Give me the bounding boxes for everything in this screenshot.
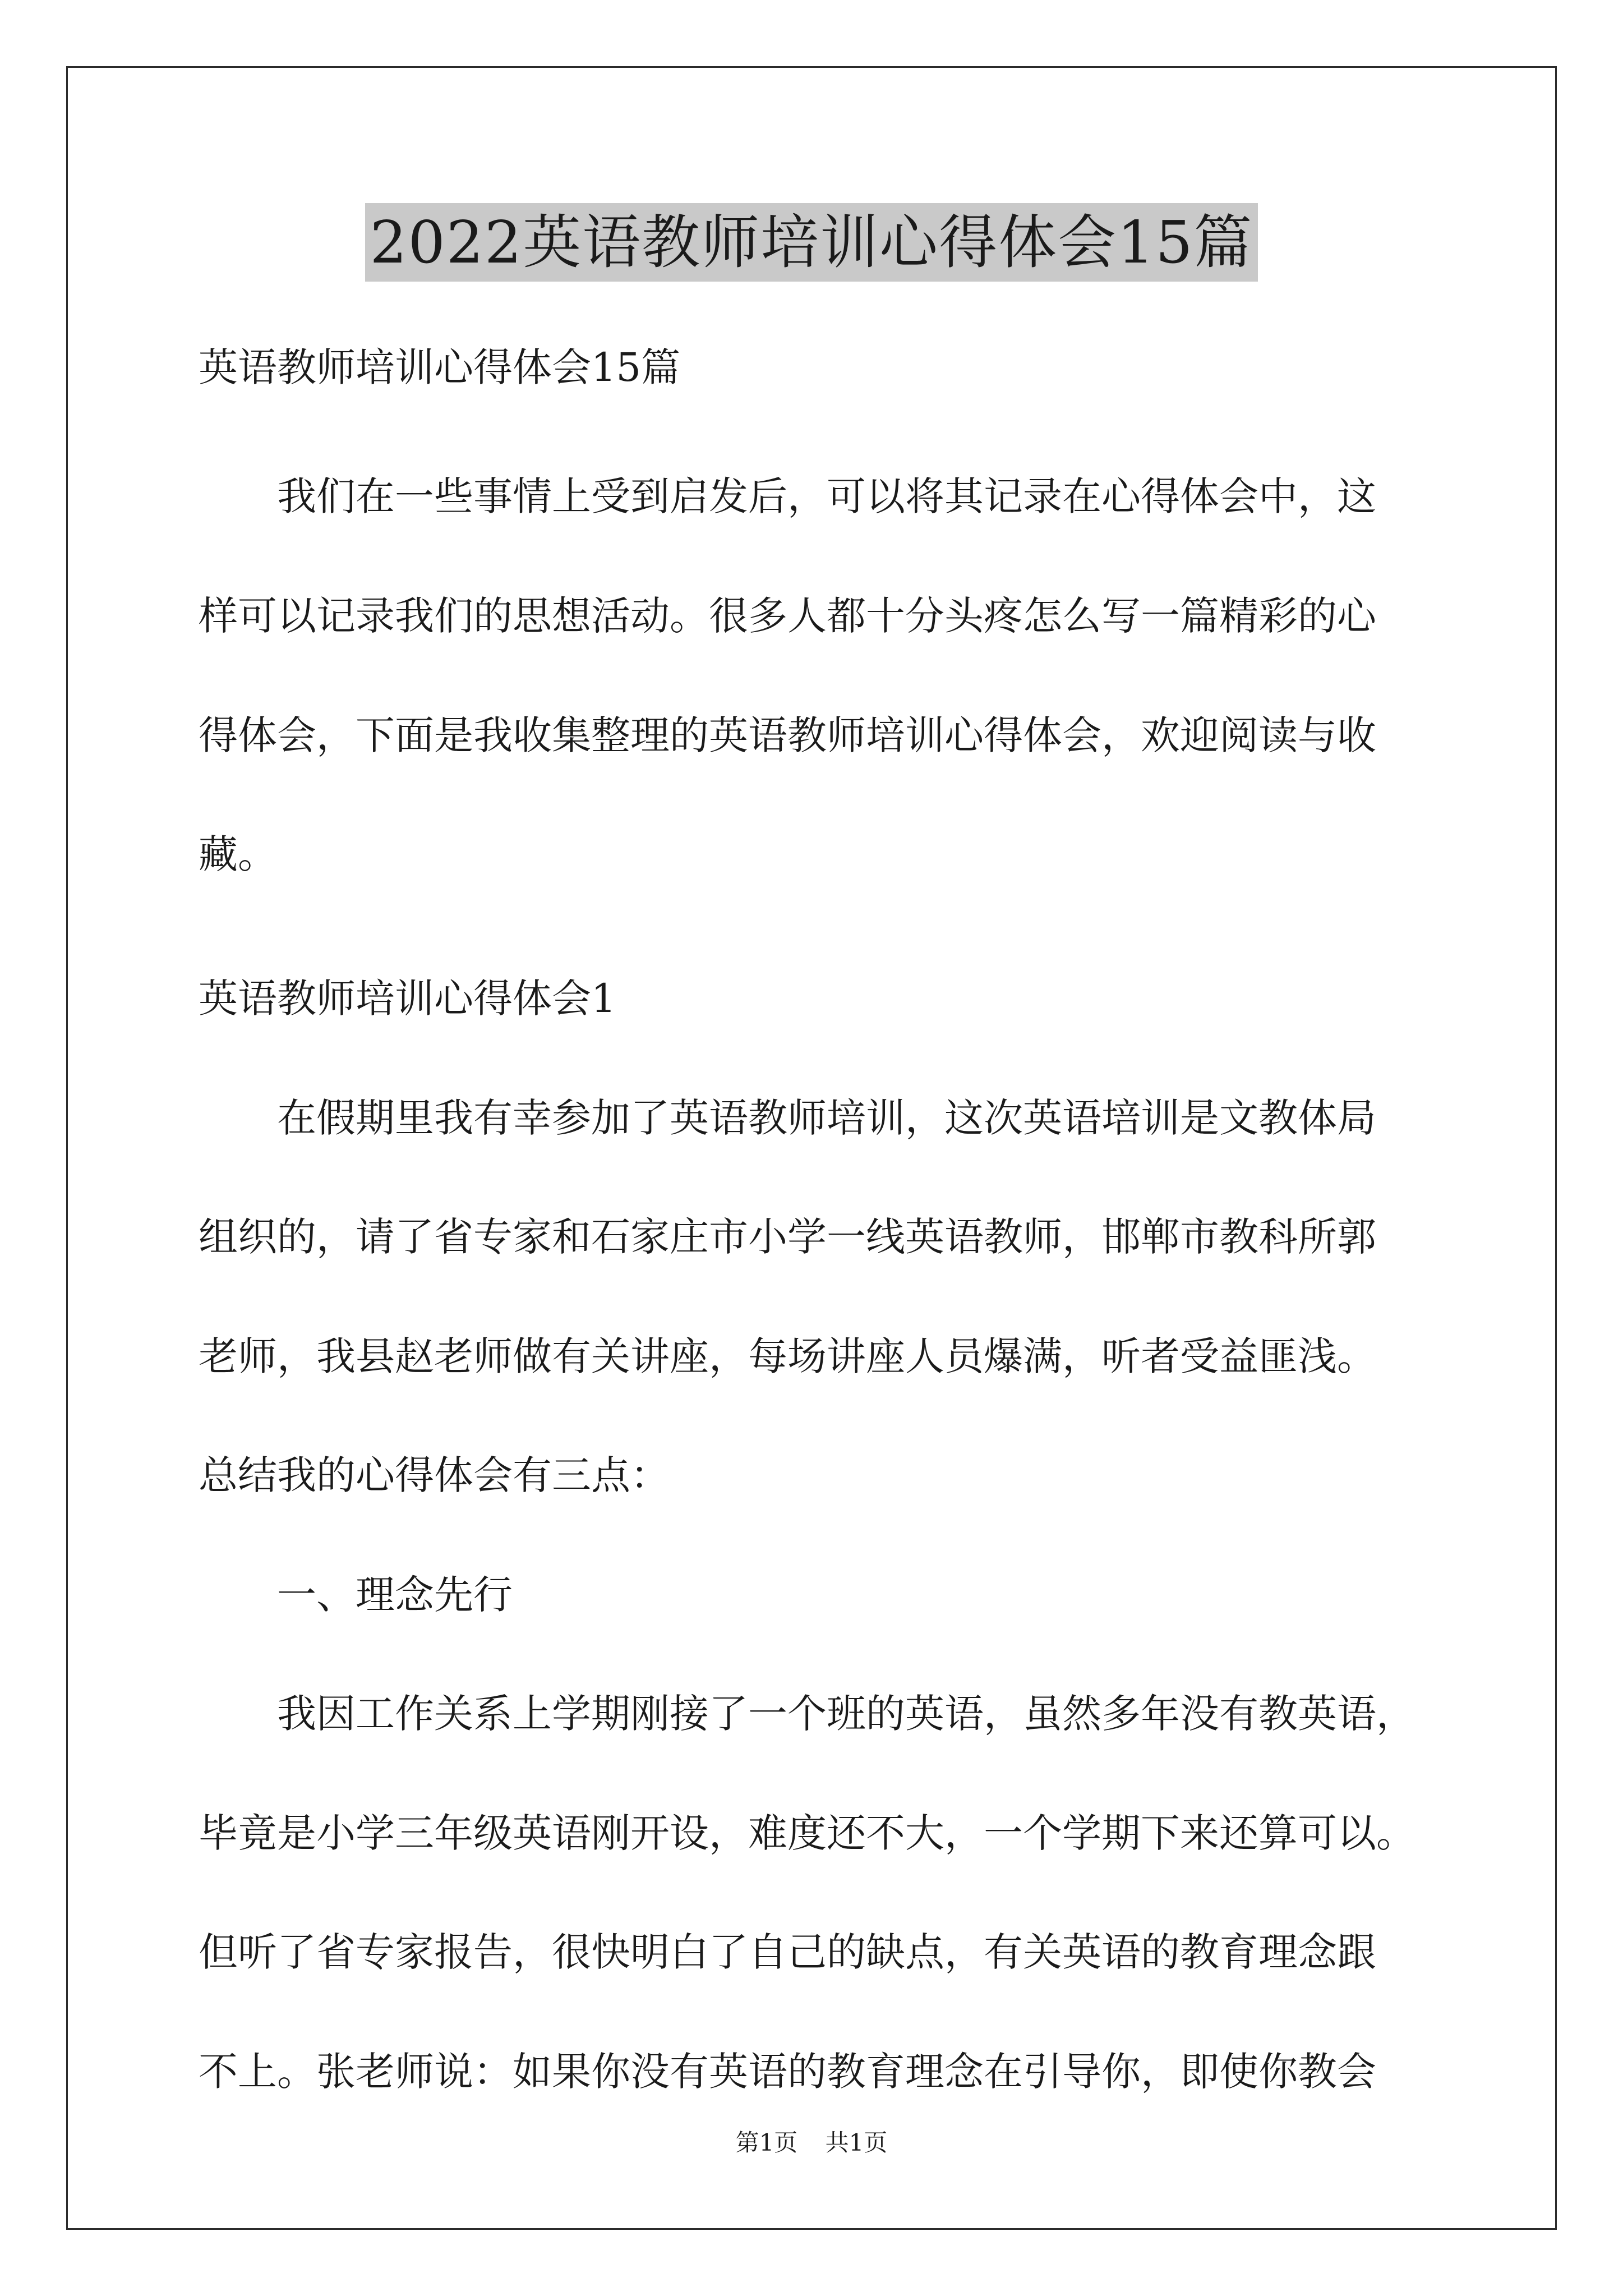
title-container bbox=[0, 203, 1623, 282]
body-line: 我因工作关系上学期刚接了一个班的英语，虽然多年没有教英语， bbox=[277, 1691, 1415, 1737]
body-line: 英语教师培训心得体会15篇 bbox=[199, 344, 681, 390]
page-footer bbox=[0, 2127, 1623, 2159]
body-line: 我们在一些事情上受到启发后，可以将其记录在心得体会中，这 bbox=[277, 473, 1376, 519]
body-line: 得体会，下面是我收集整理的英语教师培训心得体会，欢迎阅读与收 bbox=[199, 712, 1376, 758]
body-line: 在假期里我有幸参加了英语教师培训，这次英语培训是文教体局 bbox=[277, 1095, 1376, 1141]
page-number: 第1页 bbox=[735, 2129, 798, 2156]
body-line: 毕竟是小学三年级英语刚开设，难度还不大，一个学期下来还算可以。 bbox=[199, 1810, 1415, 1856]
body-line: 一、理念先行 bbox=[277, 1572, 513, 1618]
body-line: 但听了省专家报告，很快明白了自己的缺点，有关英语的教育理念跟 bbox=[199, 1929, 1376, 1975]
document-title: 2022英语教师培训心得体会15篇 bbox=[365, 203, 1257, 282]
body-line: 总结我的心得体会有三点： bbox=[199, 1452, 670, 1498]
body-line: 组织的，请了省专家和石家庄市小学一线英语教师，邯郸市教科所郭 bbox=[199, 1214, 1376, 1260]
body-line: 不上。张老师说：如果你没有英语的教育理念在引导你，即使你教会 bbox=[199, 2049, 1376, 2095]
body-line: 藏。 bbox=[199, 831, 277, 877]
body-line: 老师，我县赵老师做有关讲座，每场讲座人员爆满，听者受益匪浅。 bbox=[199, 1333, 1376, 1379]
body-line: 英语教师培训心得体会1 bbox=[199, 976, 616, 1022]
body-line: 样可以记录我们的思想活动。很多人都十分头疼怎么写一篇精彩的心 bbox=[199, 593, 1376, 639]
page-total: 共1页 bbox=[825, 2129, 888, 2156]
